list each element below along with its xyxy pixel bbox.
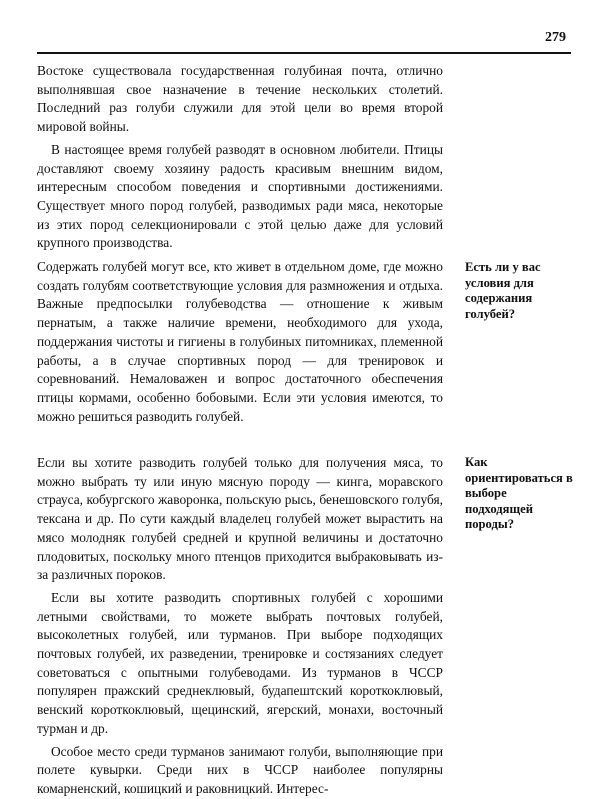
keeping-side-heading: Есть ли у вас условия для содержания голубей? xyxy=(465,260,541,321)
breed-section xyxy=(37,454,443,799)
keeping-paragraph-1: Содержать голубей могут все, кто живет в отдельном доме, где можно создать голубям соответствующие условия для размножения и отдыха. Важные предпосылки голубеводства — отношение к живым пернатым, а также наличие времени, необходимого для ухода, поддержания чистоты и гигиены в голубиных питомниках, племенной работы, а в случае спортивных пород — для тренировок и соревнований. Немаловажен и вопрос достаточного обеспечения птицы кормами, особенно бобовыми. Если эти условия имеются, то можно решиться разводить голубей. xyxy=(37,259,443,424)
intro-paragraph-2: В настоящее время голубей разводят в основном любители. Птицы доставляют своему хозяину радость красивым внешним видом, интересным способом поведения и спортивными достижениями. Существует много пород голубей, разводимых ради мяса, некоторые из этих пород селекционировали с этой целью даже для условий крупного производства. xyxy=(37,141,443,251)
header-rule xyxy=(37,52,571,54)
breed-paragraph-2: Если вы хотите разводить спортивных голубей с хорошими летными свойствами, то можете выбрать почтовых голубей, высоколетных голубей, или турманов. При выборе подходящих почтовых голубей, их разведении, тренировке и состязаниях следует советоваться с опытными голубеводами. Из турманов в ЧССР популярен пражский среднеклювый, будапештский короткоклювый, венский короткоклювый, щецинский, ягерский, монахи, восточный турман и др. xyxy=(37,589,443,736)
breed-paragraph-3: Особое место среди турманов занимают голуби, выполняющие при полете кувырки. Среди них в ЧССР наиболее популярны комарненский, кошицкий и раковницкий. Интерес- xyxy=(37,743,443,796)
intro-section xyxy=(37,62,443,253)
intro-paragraph-1: Востоке существовала государственная голубиная почта, отлично выполнявшая свое назначение в течение нескольких столетий. Последний раз голуби служили для этой цели во время второй мировой войны. xyxy=(37,63,443,135)
keeping-section xyxy=(37,258,443,426)
breed-paragraph-1: Если вы хотите разводить голубей только для получения мяса, то можно выбрать ту или иную мясную породу — кинга, моравского страуса, кобургского жаворонка, польскую рысь, бенешовского голубя, тексана и др. По сути каждый владелец голубей может вырастить на мясо молодняк голубей средней и крупной величины и достаточно плодовитых, поскольку много птенцов приходится выбраковывать из-за различных пороков. xyxy=(37,455,443,583)
breed-side-heading: Как ориентироваться в выборе подходящей породы? xyxy=(465,455,573,531)
page-number: 279 xyxy=(545,30,566,45)
